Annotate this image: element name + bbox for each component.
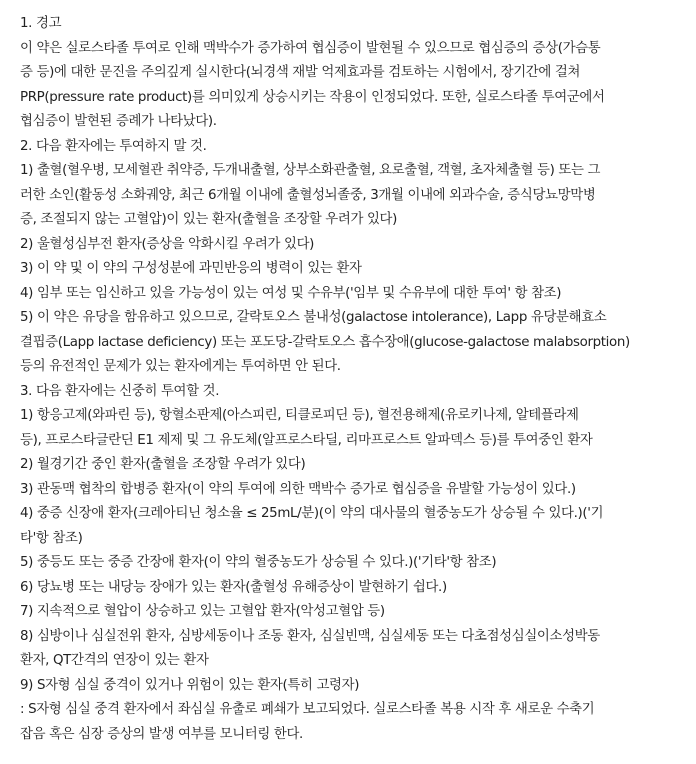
text-line: 1) 항응고제(와파린 등), 항혈소판제(아스피린, 티클로피딘 등), 혈전용해제(유로키나제, 알테플라제 [20,408,579,423]
text-line: 잡음 혹은 심장 증상의 발생 여부를 모니터링 한다. [20,726,303,742]
text-line: 7) 지속적으로 혈압이 상승하고 있는 고혈압 환자(악성고혈압 등) [20,604,385,619]
text-line: PRP(pressure rate product)를 의미있게 상승시키는 작용이 인정되었다. 또한, 실로스타졸 투여군에서 [20,89,605,105]
text-line: 1) 출혈(혈우병, 모세혈관 취약증, 두개내출혈, 상부소화관출혈, 요로출혈, 객혈, 초자체출혈 등) 또는 그 [20,163,601,178]
text-line: 러한 소인(활동성 소화궤양, 최근 6개월 이내에 출혈성뇌졸중, 3개월 이내에 외과수술, 증식당뇨망막병 [20,187,596,203]
text-line: 환자, QT간격의 연장이 있는 환자 [20,653,209,668]
text-line: 등), 프로스타글란딘 E1 제제 및 그 유도체(알프로스타딜, 리마프로스트 알파덱스 등)를 투여중인 환자 [20,432,593,448]
document-body [20,12,688,747]
text-line: 3) 이 약 및 이 약의 구성성분에 과민반응의 병력이 있는 환자 [20,261,362,276]
text-line: 3) 관동맥 협착의 합병증 환자(이 약의 투여에 의한 맥박수 증가로 협심증을 유발할 가능성이 있다.) [20,481,576,497]
text-line: 등의 유전적인 문제가 있는 환자에게는 투여하면 안 된다. [20,359,341,374]
text-line: 이 약은 실로스타졸 투여로 인해 맥박수가 증가하여 협심증이 발현될 수 있으므로 협심증의 증상(가슴통 [20,40,601,56]
text-line: 9) S자형 심실 중격이 있거나 위험이 있는 환자(특히 고령자) [20,677,360,693]
text-line: 4) 임부 또는 임신하고 있을 가능성이 있는 여성 및 수유부('임부 및 수유부에 대한 투여' 항 참조) [20,285,562,301]
text-line: 결핍증(Lapp lactase deficiency) 또는 포도당-갈락토오스 흡수장애(glucose-galactose malabsorption) [20,334,630,350]
text-line: 2) 월경기간 중인 환자(출혈을 조장할 우려가 있다) [20,457,306,472]
text-line: : S자형 심실 중격 환자에서 좌심실 유출로 폐쇄가 보고되었다. 실로스타졸 복용 시작 후 새로운 수축기 [20,702,595,717]
section-heading-contraindications: 2. 다음 환자에는 투여하지 말 것. [20,138,207,154]
section-heading-precautions: 3. 다음 환자에는 신중히 투여할 것. [20,383,220,399]
text-line: 2) 울혈성심부전 환자(증상을 악화시킬 우려가 있다) [20,236,315,252]
text-line: 4) 중증 신장애 환자(크레아티닌 청소율 ≤ 25mL/분)(이 약의 대사물의 혈중농도가 상승될 수 있다.)('기 [20,506,604,521]
text-line: 8) 심방이나 심실전위 환자, 심방세동이나 조동 환자, 심실빈맥, 심실세동 또는 다초점성심실이소성박동 [20,628,600,644]
text-line: 증, 조절되지 않는 고혈압)이 있는 환자(출혈을 조장할 우려가 있다) [20,212,397,227]
text-line: 5) 이 약은 유당을 함유하고 있으므로, 갈락토오스 불내성(galactose intolerance), Lapp 유당분해효소 [20,310,607,325]
text-line: 협심증이 발현된 증례가 나타났다). [20,114,217,129]
text-line: 타'항 참조) [20,530,83,546]
section-heading-warning: 1. 경고 [20,16,62,31]
text-line: 5) 중등도 또는 중증 간장애 환자(이 약의 혈중농도가 상승될 수 있다.)('기타'항 참조) [20,555,497,570]
text-line: 증 등)에 대한 문진을 주의깊게 실시한다(뇌경색 재발 억제효과를 검토하는 시험에서, 장기간에 걸쳐 [20,65,581,80]
text-line: 6) 당뇨병 또는 내당능 장애가 있는 환자(출혈성 유해증상이 발현하기 쉽다.) [20,579,447,595]
